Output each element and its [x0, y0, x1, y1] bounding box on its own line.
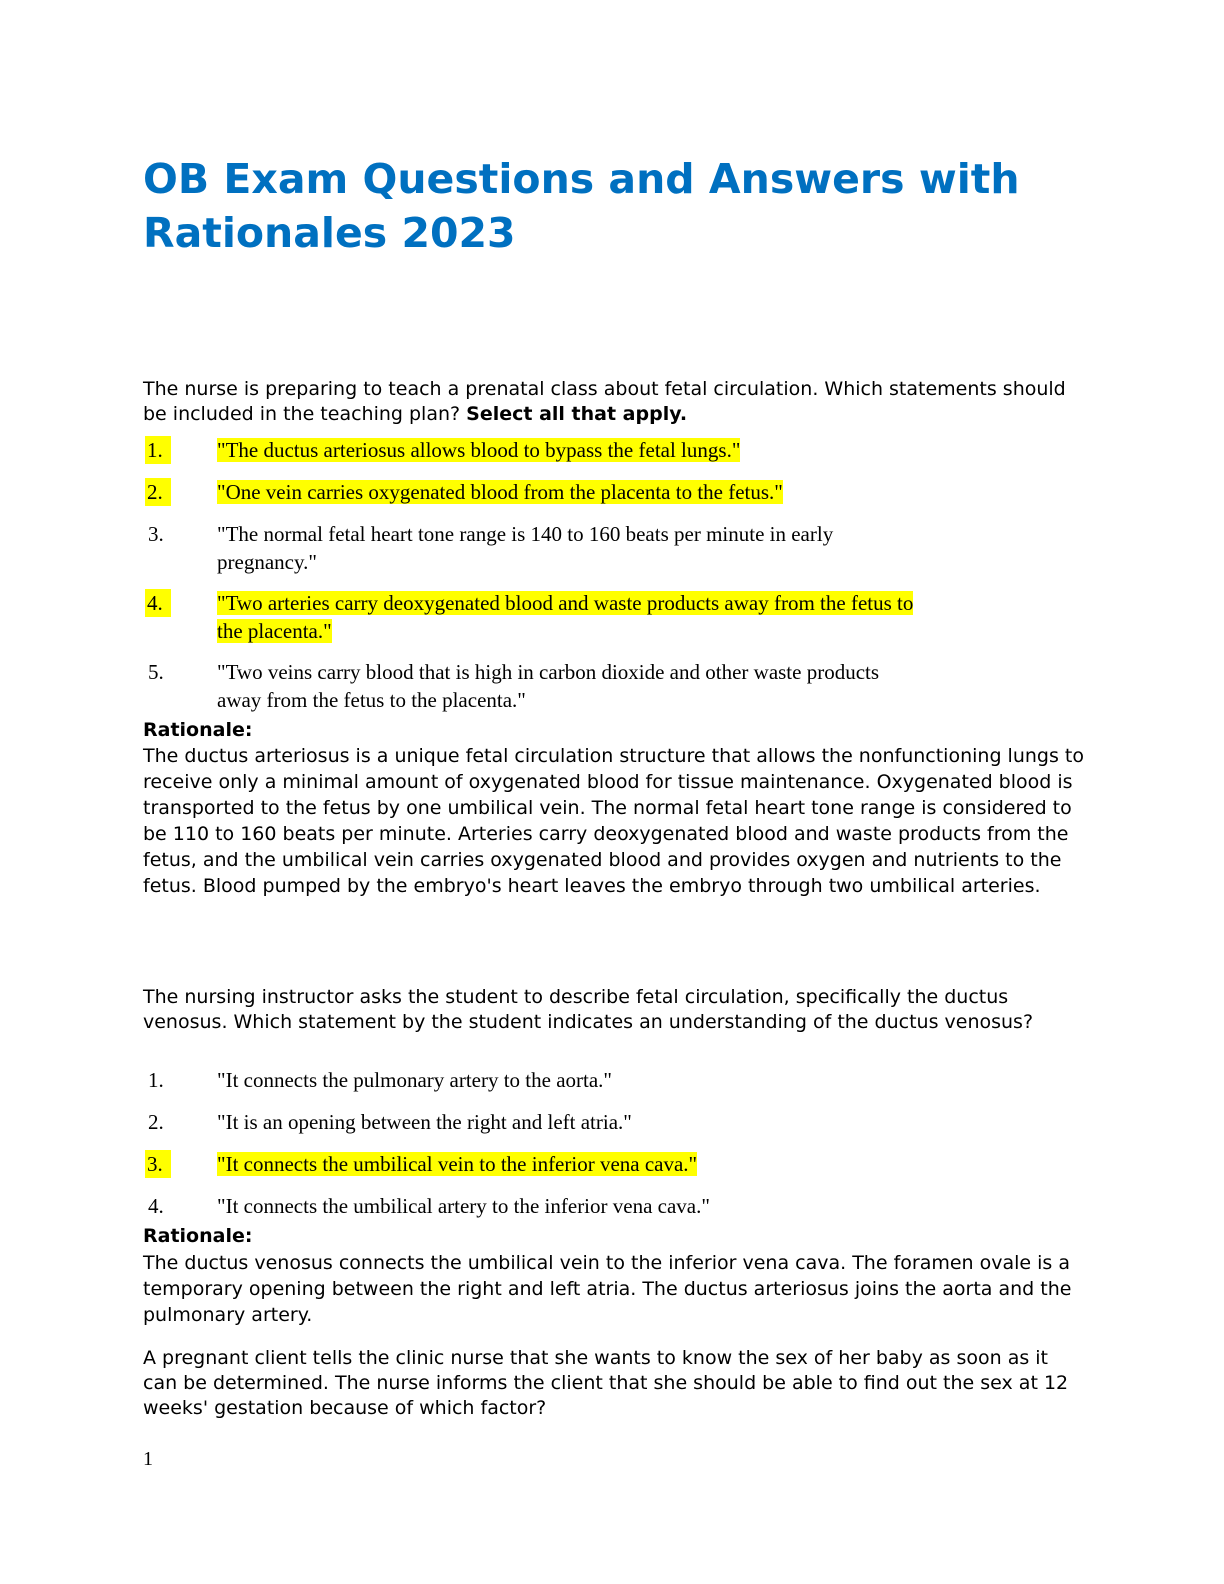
- question-1-option-3: [145, 520, 925, 576]
- option-text: "Two arteries carry deoxygenated blood and waste products away from the fetus to the placenta.": [217, 591, 914, 643]
- question-1-option-4: [145, 589, 925, 645]
- question-1-option-1: [145, 436, 925, 464]
- question-2-option-3: [145, 1150, 925, 1178]
- question-1-rationale: The ductus arteriosus is a unique fetal circulation structure that allows the nonfunctioning lungs to receive only a minimal amount of oxygenated blood for tissue maintenance. Oxygenated blood is transported to the fetus by one umbilical vein. The normal fetal heart tone range is considered to be 110 to 160 beats per minute. Arteries carry deoxygenated blood and waste products from the fetus, and the umbilical vein carries oxygenated blood and provides oxygen and nutrients to the fetus. Blood pumped by the embryo's heart leaves the embryo through two umbilical arteries.: [143, 745, 1084, 897]
- question-1-stem-text: The nurse is preparing to teach a prenatal class about fetal circulation. Which statements should be included in the teaching plan?: [143, 378, 1066, 425]
- option-number: 4.: [145, 589, 171, 617]
- question-3-stem: A pregnant client tells the clinic nurse that she wants to know the sex of her baby as soon as it can be determined. The nurse informs the client that she should be able to find out the sex at 12 weeks' gestation because of which factor?: [143, 1347, 1069, 1419]
- option-number: 3.: [145, 1150, 171, 1178]
- question-2-stem: The nursing instructor asks the student to describe fetal circulation, specifically the ductus venosus. Which statement by the student indicates an understanding of the ductus venosus?: [143, 986, 1034, 1033]
- option-text: "One vein carries oxygenated blood from the placenta to the fetus.": [217, 480, 783, 504]
- question-2-option-2: [145, 1108, 925, 1136]
- option-number: 2.: [148, 1110, 164, 1134]
- question-1-stem-end: .: [679, 403, 688, 425]
- question-1-option-2: [145, 478, 925, 506]
- document-title: OB Exam Questions and Answers with Rationales 2023: [143, 155, 1020, 257]
- option-text: "The ductus arteriosus allows blood to bypass the fetal lungs.": [217, 438, 741, 462]
- option-number: 3.: [148, 522, 164, 546]
- question-1-rationale-label: Rationale:: [143, 719, 253, 741]
- option-text: "The normal fetal heart tone range is 140 to 160 beats per minute in early pregnancy.": [217, 522, 834, 574]
- question-1-option-5: [145, 658, 925, 714]
- option-number: 4.: [148, 1194, 164, 1218]
- option-text: "Two veins carry blood that is high in carbon dioxide and other waste products away from the fetus to the placenta.": [217, 660, 880, 712]
- option-number: 1.: [145, 436, 171, 464]
- option-text: "It is an opening between the right and left atria.": [217, 1110, 632, 1134]
- option-text: "It connects the umbilical vein to the inferior vena cava.": [217, 1152, 698, 1176]
- question-1-stem: [143, 377, 1083, 427]
- option-text: "It connects the pulmonary artery to the aorta.": [217, 1068, 613, 1092]
- option-number: 1.: [148, 1068, 164, 1092]
- question-2-rationale: The ductus venosus connects the umbilical vein to the inferior vena cava. The foramen ovale is a temporary opening between the right and left atria. The ductus arteriosus joins the aorta and the pulmonary artery.: [143, 1252, 1072, 1326]
- question-2-rationale-label: Rationale:: [143, 1225, 253, 1247]
- option-number: 2.: [145, 478, 171, 506]
- question-2-option-4: [145, 1192, 925, 1220]
- option-number: 5.: [148, 660, 164, 684]
- page-number: 1: [143, 1448, 153, 1470]
- option-text: "It connects the umbilical artery to the inferior vena cava.": [217, 1194, 710, 1218]
- question-2-option-1: [145, 1066, 925, 1094]
- question-1-select-all: Select all that apply: [466, 403, 680, 425]
